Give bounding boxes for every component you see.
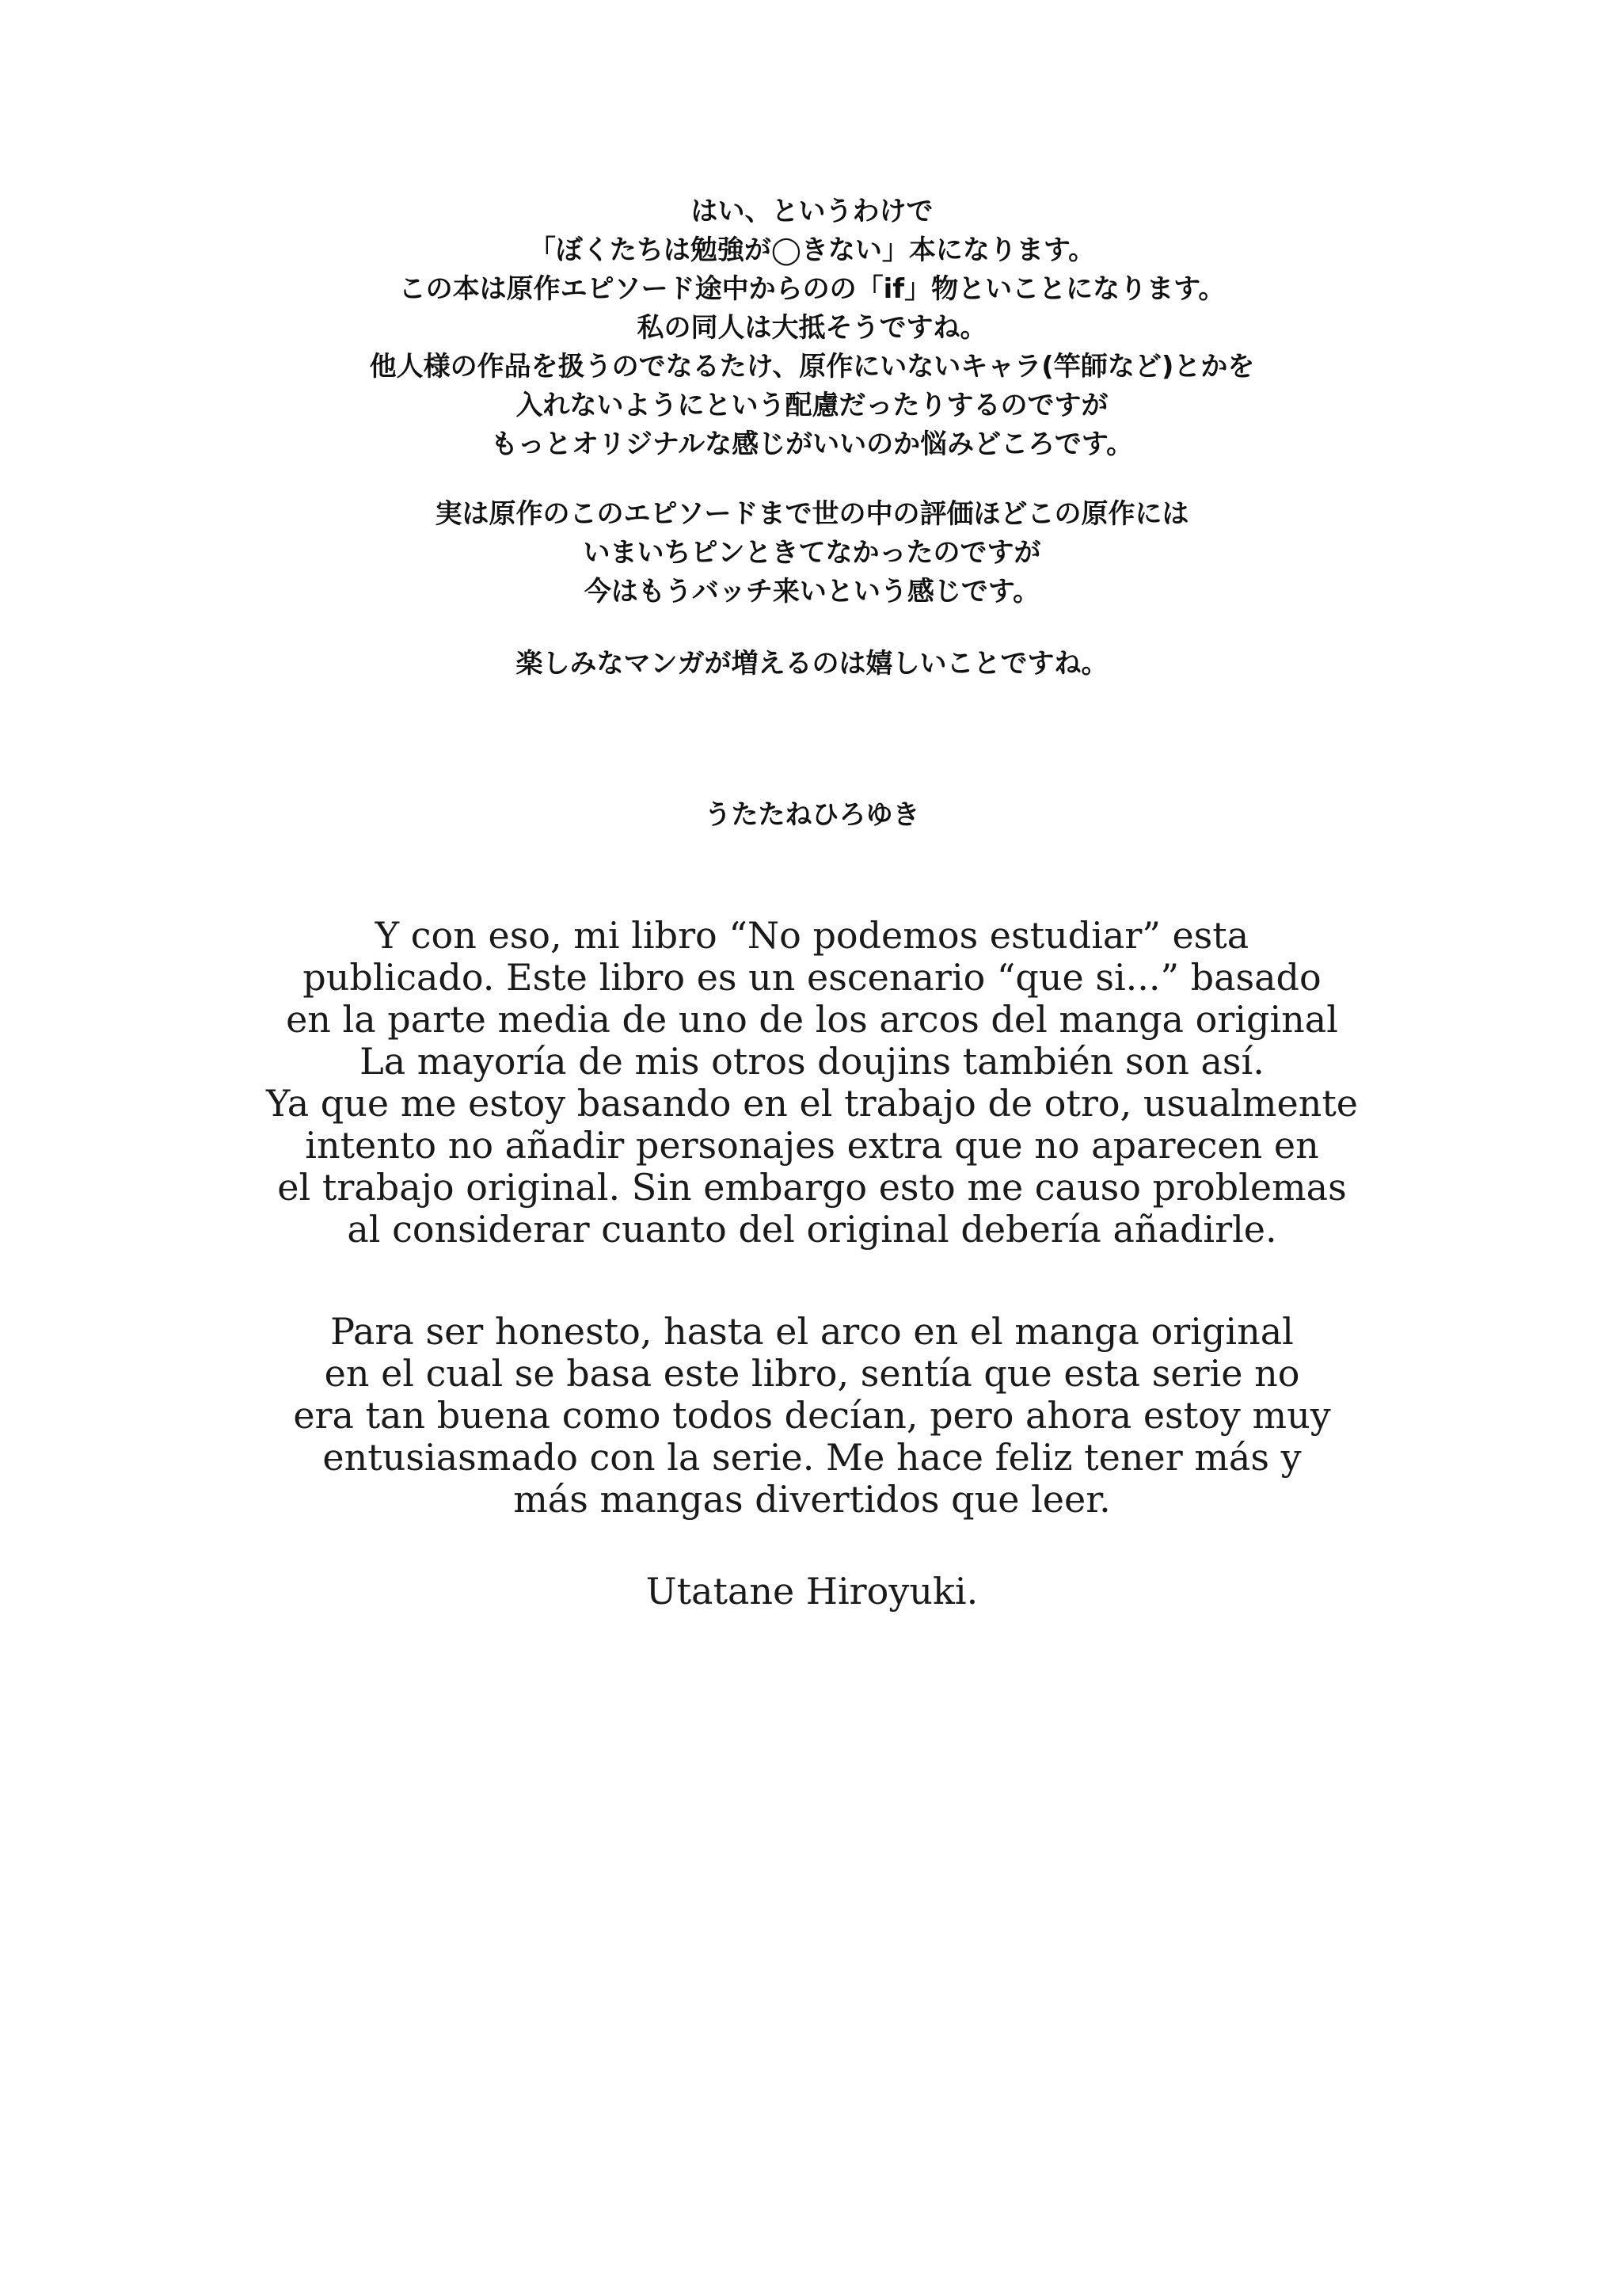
spanish-line: en el cual se basa este libro, sentía que esta serie no — [324, 1352, 1300, 1395]
japanese-paragraph-2 — [0, 495, 1624, 611]
spanish-line: Y con eso, mi libro “No podemos estudiar” esta — [375, 914, 1249, 957]
spanish-line: entusiasmado con la serie. Me hace feliz tener más y — [322, 1436, 1302, 1479]
japanese-line: 楽しみなマンガが増えるのは嬉しいことですね。 — [515, 648, 1109, 680]
japanese-paragraph-3 — [0, 645, 1624, 684]
spanish-line: el trabajo original. Sin embargo esto me causo problemas — [277, 1166, 1347, 1209]
japanese-line: 実は原作のこのエピソードまで世の中の評価ほどこの原作には — [435, 498, 1189, 530]
japanese-line: 「ぼくたちは勉強が◯きない」本になります。 — [528, 234, 1096, 266]
spanish-paragraph-2 — [0, 1311, 1624, 1521]
spanish-line: publicado. Este libro es un escenario “que si...” basado — [302, 956, 1322, 999]
japanese-line: 私の同人は大抵そうですね。 — [637, 312, 987, 344]
spanish-paragraph-1 — [0, 915, 1624, 1251]
japanese-line: この本は原作エピソード途中からのの「if」物といことになります。 — [398, 273, 1226, 305]
spanish-line: intento no añadir personajes extra que no aparecen en — [305, 1124, 1319, 1167]
spanish-line: Ya que me estoy basando en el trabajo de otro, usualmente — [265, 1082, 1359, 1125]
spanish-signature: Utatane Hiroyuki. — [645, 1570, 979, 1613]
japanese-paragraph-1 — [0, 192, 1624, 464]
japanese-line: もっとオリジナルな感じがいいのか悩みどころです。 — [490, 428, 1134, 460]
japanese-line: いまいちピンときてなかったのですが — [583, 537, 1041, 569]
spanish-line: La mayoría de mis otros doujins también son así. — [359, 1040, 1265, 1083]
spanish-line: Para ser honesto, hasta el arco en el manga original — [330, 1310, 1294, 1353]
spanish-line: al considerar cuanto del original debería añadirle. — [347, 1208, 1277, 1251]
spanish-line: más mangas divertidos que leer. — [513, 1478, 1111, 1521]
spanish-line: era tan buena como todos decían, pero ahora estoy muy — [293, 1394, 1331, 1437]
japanese-line: 今はもうバッチ来いという感じです。 — [584, 576, 1040, 607]
japanese-signature: うたたねひろゆき — [704, 799, 920, 831]
japanese-line: 他人様の作品を扱うのでなるたけ、原作にいないキャラ(竿師など)とかを — [369, 351, 1255, 383]
spanish-line: en la parte media de uno de los arcos del manga original — [286, 998, 1338, 1041]
japanese-line: 入れないようにという配慮だったりするのですが — [515, 390, 1109, 421]
japanese-line: はい、というわけで — [690, 196, 934, 227]
